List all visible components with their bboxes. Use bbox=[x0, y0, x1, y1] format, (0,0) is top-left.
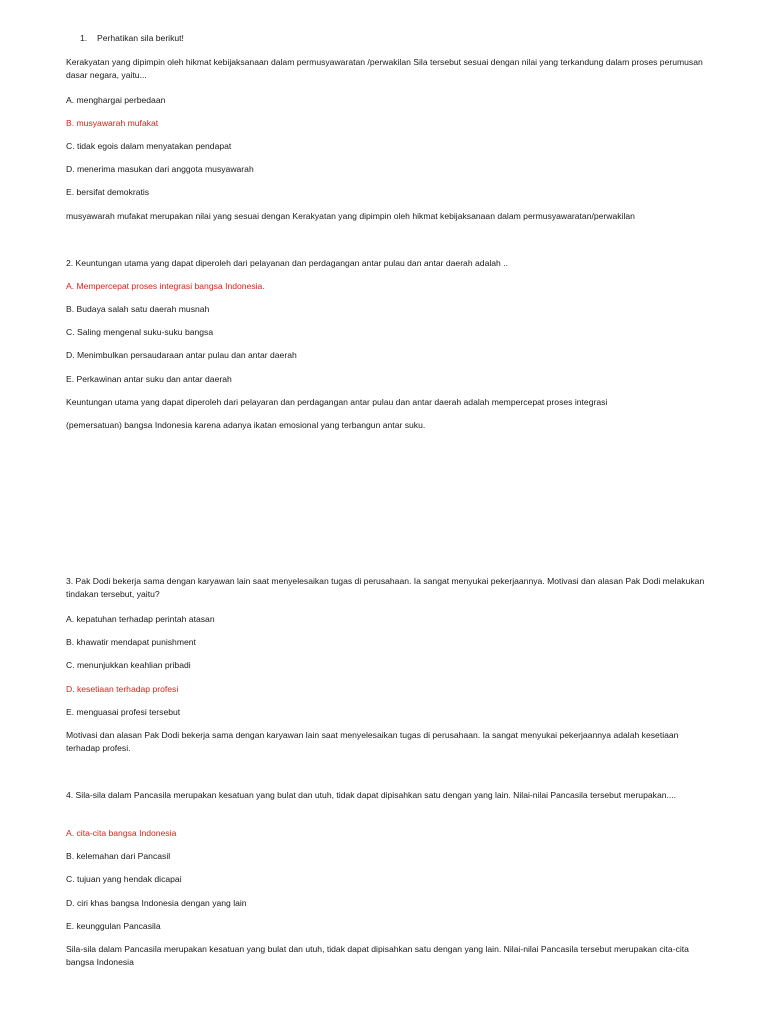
q1-option-d: D. menerima masukan dari anggota musyawarah bbox=[66, 164, 254, 174]
q1-option-c: C. tidak egois dalam menyatakan pendapat bbox=[66, 141, 232, 151]
q1-heading: Perhatikan sila berikut! bbox=[97, 33, 184, 43]
q4-option-d: D. ciri khas bangsa Indonesia dengan yang lain bbox=[66, 898, 247, 908]
q4-option-c: C. tujuan yang hendak dicapai bbox=[66, 874, 182, 884]
q1-number: 1. bbox=[80, 33, 88, 43]
q1-option-a: A. menghargai perbedaan bbox=[66, 95, 166, 105]
q2-option-d: D. Menimbulkan persaudaraan antar pulau dan antar daerah bbox=[66, 350, 297, 360]
q1-stem: Kerakyatan yang dipimpin oleh hikmat kebijaksanaan dalam permusyawaratan /perwakilan Sila tersebut sesuai dengan nilai yang terkandung dalam proses perumusan dasar negara, yaitu... bbox=[66, 57, 703, 80]
q4-option-e: E. keunggulan Pancasila bbox=[66, 921, 161, 931]
q2-explanation-line1: Keuntungan utama yang dapat diperoleh dari pelayaran dan perdagangan antar pulau dan antar daerah adalah mempercepat proses integrasi bbox=[66, 397, 608, 407]
q3-option-e: E. menguasai profesi tersebut bbox=[66, 707, 181, 717]
q2-option-e: E. Perkawinan antar suku dan antar daerah bbox=[66, 374, 232, 384]
q1-explanation: musyawarah mufakat merupakan nilai yang sesuai dengan Kerakyatan yang dipimpin oleh hikmat kebijaksanaan dalam permusyawaratan/perwakilan bbox=[66, 211, 635, 221]
q4-explanation: Sila-sila dalam Pancasila merupakan kesatuan yang bulat dan utuh, tidak dapat dipisahkan satu dengan yang lain. Nilai-nilai Pancasila tersebut merupakan cita-cita bangsa Indonesia bbox=[66, 944, 689, 967]
q4-option-b: B. kelemahan dari Pancasil bbox=[66, 851, 171, 861]
q4-stem: 4. Sila-sila dalam Pancasila merupakan kesatuan yang bulat dan utuh, tidak dapat dipisahkan satu dengan yang lain. Nilai-nilai Pancasila tersebut merupakan.... bbox=[66, 790, 677, 800]
q3-option-c: C. menunjukkan keahlian pribadi bbox=[66, 660, 191, 670]
q2-option-b: B. Budaya salah satu daerah musnah bbox=[66, 304, 210, 314]
q2-stem: 2. Keuntungan utama yang dapat diperoleh dari pelayanan dan perdagangan antar pulau dan antar daerah adalah .. bbox=[66, 258, 508, 268]
q3-stem: 3. Pak Dodi bekerja sama dengan karyawan lain saat menyelesaikan tugas di perusahaan. Ia sangat menyukai pekerjaannya. Motivasi dan alasan Pak Dodi melakukan tindakan tersebut, yaitu? bbox=[66, 576, 705, 599]
q2-explanation-line2: (pemersatuan) bangsa Indonesia karena adanya ikatan emosional yang terbangun antar suku. bbox=[66, 420, 426, 430]
q3-option-b: B. khawatir mendapat punishment bbox=[66, 637, 196, 647]
q1-option-b-correct: B. musyawarah mufakat bbox=[66, 118, 159, 128]
q3-option-d-correct: D. kesetiaan terhadap profesi bbox=[66, 684, 179, 694]
q2-option-c: C. Saling mengenal suku-suku bangsa bbox=[66, 327, 214, 337]
q4-option-a-correct: A. cita-cita bangsa Indonesia bbox=[66, 828, 177, 838]
q3-option-a: A. kepatuhan terhadap perintah atasan bbox=[66, 614, 215, 624]
q3-explanation: Motivasi dan alasan Pak Dodi bekerja sama dengan karyawan lain saat menyelesaikan tugas di perusahaan. Ia sangat menyukai pekerjaannya adalah kesetiaan terhadap profesi. bbox=[66, 730, 679, 753]
q2-option-a-correct: A. Mempercepat proses integrasi bangsa Indonesia. bbox=[66, 281, 265, 291]
q1-option-e: E. bersifat demokratis bbox=[66, 187, 150, 197]
